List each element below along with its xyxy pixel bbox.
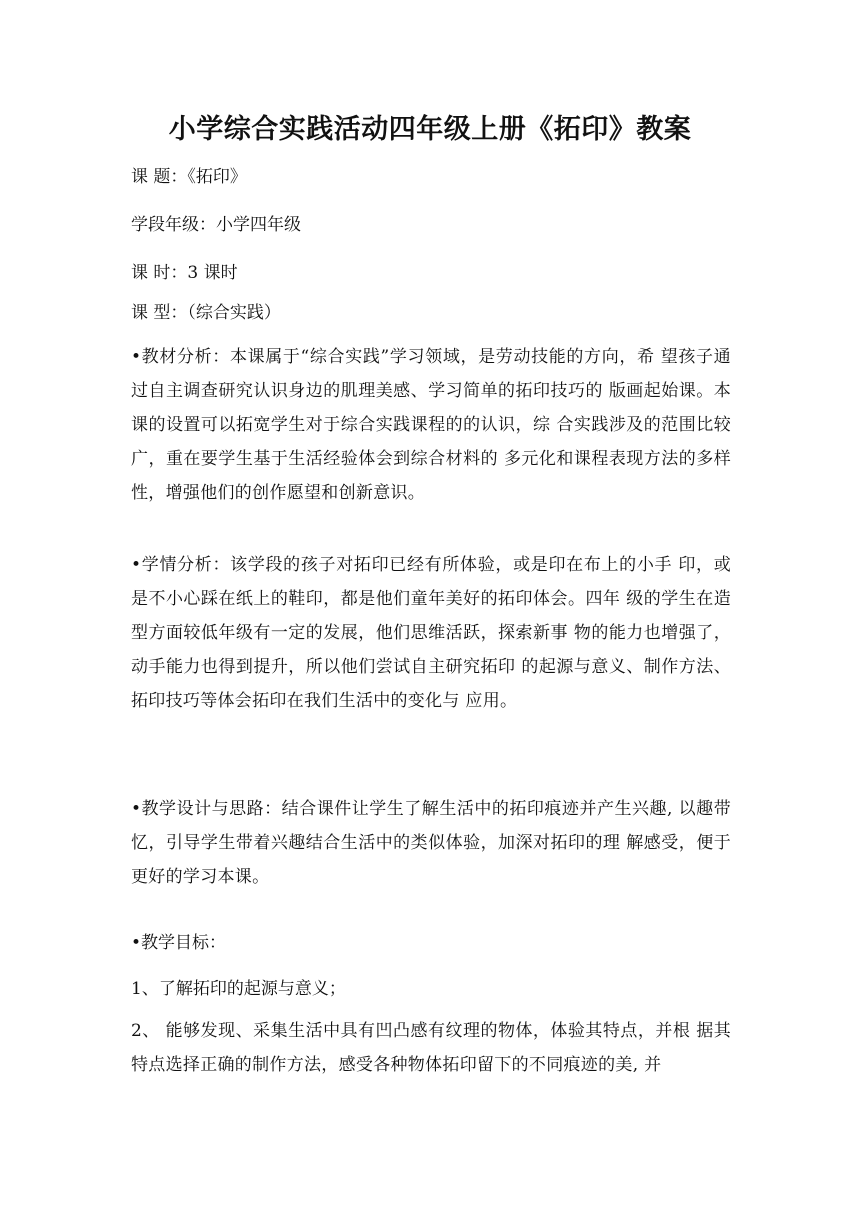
- section-design-thinking: •教学设计与思路：结合课件让学生了解生活中的拓印痕迹并产生兴趣, 以趣带忆，引导学生带着兴趣结合生活中的类似体验，加深对拓印的理 解感受，便于更好的学习本课。: [131, 799, 731, 887]
- meta-grade: 学段年级：小学四年级: [131, 215, 301, 235]
- section-objectives-heading: •教学目标：: [131, 933, 227, 953]
- section-student-analysis: •学情分析：该学段的孩子对拓印已经有所体验，或是印在布上的小手 印，或是不小心踩在纸上的鞋印，都是他们童年美好的拓印体会。四年 级的学生在造型方面较低年级有一定的发展，他们思维活跃，探索新事 物的能力也增强了，动手能力也得到提升，所以他们尝试自主研究拓印 的起源与意义、制作方法、拓印技巧等体会拓印在我们生活中的变化与 应用。: [131, 555, 731, 711]
- objective-item-1: 1、了解拓印的起源与意义；: [131, 979, 346, 999]
- section-material-analysis: •教材分析：本课属于“综合实践”学习领域，是劳动技能的方向，希 望孩子通过自主调查研究认识身边的肌理美感、学习简单的拓印技巧的 版画起始课。本课的设置可以拓宽学生对于综合实践课程的的认识，综 合实践涉及的范围比较广，重在要学生基于生活经验体会到综合材料的 多元化和课程表现方法的多样性，增强他们的创作愿望和创新意识。: [131, 347, 731, 503]
- meta-topic: 课 题：《拓印》: [131, 167, 247, 187]
- meta-type: 课 型：（综合实践）: [131, 303, 281, 323]
- document-title: 小学综合实践活动四年级上册《拓印》教案: [168, 114, 692, 145]
- objective-item-2: 2、 能够发现、采集生活中具有凹凸感有纹理的物体，体验其特点，并根 据其特点选择正确的制作方法，感受各种物体拓印留下的不同痕迹的美, 并: [131, 1021, 731, 1075]
- meta-periods: 课 时：3 课时: [131, 263, 238, 283]
